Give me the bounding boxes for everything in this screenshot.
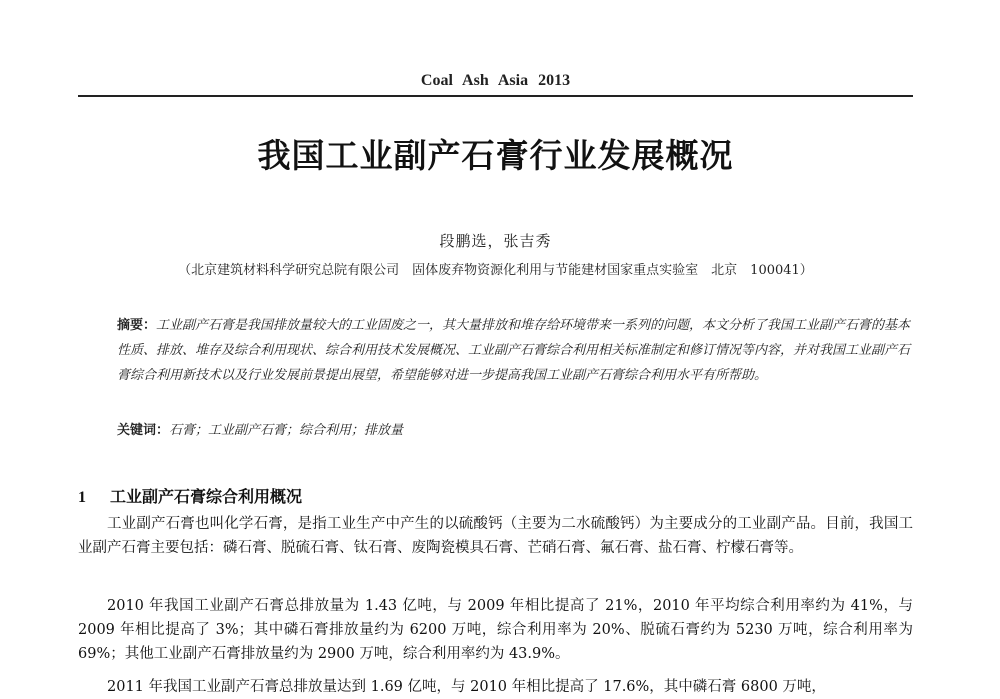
section-number: 1 [78, 489, 86, 506]
section-heading [78, 484, 302, 507]
body-paragraph: 2011 年我国工业副产石膏总排放量达到 1.69 亿吨，与 2010 年相比提高了 17.6%，其中磷石膏 6800 万吨， [107, 679, 826, 695]
keywords [117, 418, 913, 443]
paper-title: 我国工业副产石膏行业发展概况 [257, 136, 734, 175]
header-rule [78, 95, 913, 97]
abstract-text: 工业副产石膏是我国排放量较大的工业固废之一，其大量排放和堆存给环境带来一系列的问题，本文分析了我国工业副产石膏的基本性质、排放、堆存及综合利用现状、综合利用技术发展概况、工业副产石膏综合利用相关标准制定和修订情况等内容，并对我国工业副产石膏综合利用新技术以及行业发展前景提出展望，希望能够对进一步提高我国工业副产石膏综合利用水平有所帮助。 [117, 318, 911, 383]
abstract [117, 313, 913, 388]
affiliation: （北京建筑材料科学研究总院有限公司 固体废弃物资源化利用与节能建材国家重点实验室 北京 100041） [178, 263, 813, 278]
body-paragraph: 2010 年我国工业副产石膏总排放量为 1.43 亿吨，与 2009 年相比提高了 21%，2010 年平均综合利用率约为 41%，与 2009 年相比提高了 3%；其中磷石膏排放量约为 6200 万吨，综合利用率为 20%、脱硫石膏约为 5230 万吨，综合利用率为 69%；其他工业副产石膏排放量约为 2900 万吨，综合利用率约为 43.9%。 [78, 598, 913, 662]
running-header: Coal Ash Asia 2013 [420, 72, 571, 89]
keywords-text: 石膏；工业副产石膏；综合利用；排放量 [169, 423, 404, 438]
abstract-label: 摘要： [117, 318, 157, 333]
body-paragraph: 工业副产石膏也叫化学石膏，是指工业生产中产生的以硫酸钙（主要为二水硫酸钙）为主要成分的工业副产品。目前，我国工业副产石膏主要包括：磷石膏、脱硫石膏、钛石膏、废陶瓷模具石膏、芒硝石膏、氟石膏、盐石膏、柠檬石膏等。 [78, 516, 913, 556]
authors: 段鹏选，张吉秀 [439, 232, 552, 250]
section-title: 工业副产石膏综合利用概况 [110, 487, 303, 506]
keywords-label: 关键词： [117, 423, 170, 438]
